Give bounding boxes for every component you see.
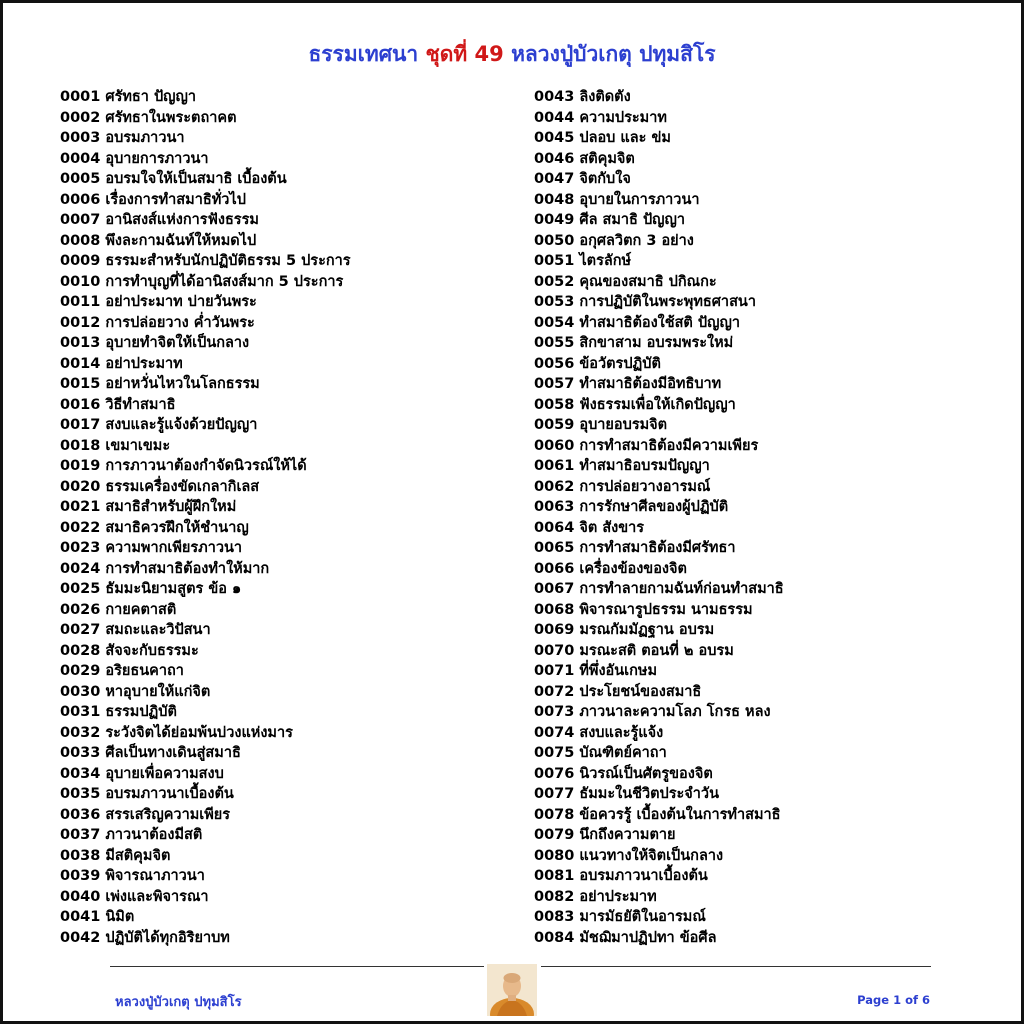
item-title: บัณฑิตย์คาถา: [579, 745, 667, 761]
list-item: [534, 928, 1004, 949]
item-number: 0021: [60, 499, 101, 515]
item-number: 0044: [534, 109, 575, 126]
item-title: อบรมภาวนา: [105, 130, 185, 146]
item-number: 0052: [534, 273, 575, 290]
list-item: [534, 231, 1004, 252]
item-title: อบรมภาวนาเบื้องต้น: [579, 868, 708, 884]
list-item: [60, 231, 520, 252]
item-number: 0059: [534, 417, 575, 433]
list-item: [534, 641, 1004, 662]
item-number: 0030: [60, 683, 101, 700]
list-item: [534, 723, 1004, 744]
item-title: อุบายการภาวนา: [105, 150, 209, 167]
item-number: 0045: [534, 130, 575, 146]
item-number: 0065: [534, 540, 575, 556]
list-item: [534, 661, 1004, 682]
item-title: อย่าประมาท: [105, 355, 183, 372]
item-number: 0061: [534, 458, 575, 474]
page-number: Page 1 of 6: [857, 993, 930, 1007]
item-number: 0004: [60, 150, 101, 167]
item-title: เรื่องการทำสมาธิทั่วไป: [105, 191, 246, 208]
item-number: 0018: [60, 437, 101, 454]
item-number: 0010: [60, 273, 101, 290]
item-title: ศรัทธาในพระตถาคต: [105, 109, 237, 126]
item-number: 0055: [534, 335, 575, 351]
list-item: [60, 907, 520, 928]
footer-author: หลวงปู่บัวเกตุ ปทุมสิโร: [115, 995, 242, 1010]
list-item: [60, 497, 520, 518]
item-title: อุบายในการภาวนา: [579, 191, 700, 208]
list-item: [60, 333, 520, 354]
list-item: [60, 477, 520, 498]
list-item: [60, 436, 520, 457]
item-title: ประโยชน์ของสมาธิ: [579, 683, 702, 700]
list-item: [534, 313, 1004, 334]
item-title: ศีลเป็นทางเดินสู่สมาธิ: [105, 745, 241, 761]
item-number: 0023: [60, 540, 101, 556]
list-item: [534, 846, 1004, 867]
item-number: 0060: [534, 437, 575, 454]
item-number: 0009: [60, 253, 101, 269]
item-number: 0078: [534, 806, 575, 823]
item-title: อบรมภาวนาเบื้องต้น: [105, 786, 234, 802]
item-number: 0069: [534, 622, 575, 638]
list-item: [60, 723, 520, 744]
list-item: [60, 87, 520, 108]
item-title: สงบและรู้แจ้งด้วยปัญญา: [105, 417, 258, 433]
item-number: 0022: [60, 519, 101, 536]
list-item: [60, 620, 520, 641]
list-item: [534, 579, 1004, 600]
item-number: 0050: [534, 232, 575, 249]
list-item: [534, 374, 1004, 395]
item-title: พึงละกามฉันท์ให้หมดไป: [105, 232, 257, 249]
item-title: อานิสงส์แห่งการฟังธรรม: [105, 212, 259, 228]
item-number: 0046: [534, 150, 575, 167]
item-number: 0008: [60, 232, 101, 249]
item-number: 0049: [534, 212, 575, 228]
item-title: ทำสมาธิอบรมปัญญา: [579, 458, 710, 474]
item-number: 0043: [534, 89, 575, 105]
item-number: 0017: [60, 417, 101, 433]
list-item: [60, 887, 520, 908]
list-item: [60, 743, 520, 764]
item-title: อริยธนคาถา: [105, 663, 184, 679]
item-number: 0006: [60, 191, 101, 208]
list-item: [534, 887, 1004, 908]
item-number: 0048: [534, 191, 575, 208]
item-title: ธรรมะสำหรับนักปฏิบัติธรรม 5 ประการ: [105, 253, 351, 269]
list-item: [534, 292, 1004, 313]
item-title: ธรรมปฏิบัติ: [105, 704, 177, 720]
item-number: 0073: [534, 704, 575, 720]
list-item: [534, 477, 1004, 498]
item-title: คุณของสมาธิ ปกิณกะ: [579, 273, 717, 290]
item-title: หาอุบายให้แก่จิต: [105, 683, 211, 700]
list-item: [534, 743, 1004, 764]
item-number: 0053: [534, 294, 575, 310]
item-title: ที่พึ่งอันเกษม: [579, 663, 658, 679]
list-item: [534, 702, 1004, 723]
item-title: สิกขาสาม อบรมพระใหม่: [579, 335, 734, 351]
item-title: อกุศลวิตก 3 อย่าง: [579, 232, 694, 249]
item-number: 0003: [60, 130, 101, 146]
item-title: ภาวนาละความโลภ โกรธ หลง: [579, 704, 771, 720]
item-number: 0015: [60, 376, 101, 392]
item-number: 0063: [534, 499, 575, 515]
item-title: การทำสมาธิต้องมีความเพียร: [579, 437, 759, 454]
item-title: ระวังจิตได้ย่อมพ้นบ่วงแห่งมาร: [105, 724, 293, 741]
item-number: 0016: [60, 396, 101, 413]
item-title: ความพากเพียรภาวนา: [105, 540, 243, 556]
list-item: [534, 805, 1004, 826]
list-item: [60, 579, 520, 600]
item-title: สติคุมจิต: [579, 150, 635, 167]
item-title: ไตรลักษ์: [579, 253, 632, 269]
item-title: วิธีทำสมาธิ: [105, 396, 176, 413]
title-part-3: หลวงปู่บัวเกตุ ปทุมสิโร: [511, 42, 716, 66]
list-item: [60, 764, 520, 785]
item-number: 0071: [534, 663, 575, 679]
item-number: 0041: [60, 909, 101, 925]
item-title: จิตกับใจ: [579, 171, 631, 187]
item-title: สรรเสริญความเพียร: [105, 806, 231, 823]
item-title: การทำลายกามฉันท์ก่อนทำสมาธิ: [579, 581, 784, 597]
item-title: การปล่อยวางอารมณ์: [579, 478, 711, 495]
item-number: 0058: [534, 396, 575, 413]
item-number: 0080: [534, 847, 575, 864]
item-title: ลิงติดตัง: [579, 89, 631, 105]
list-item: [60, 395, 520, 416]
list-item: [60, 108, 520, 129]
list-item: [534, 87, 1004, 108]
list-item: [60, 866, 520, 887]
list-item: [534, 415, 1004, 436]
item-number: 0020: [60, 478, 101, 495]
list-item: [534, 456, 1004, 477]
item-title: ศีล สมาธิ ปัญญา: [579, 212, 686, 228]
item-title: อบรมใจให้เป็นสมาธิ เบื้องต้น: [105, 171, 287, 187]
item-title: อุบายเพื่อความสงบ: [105, 765, 224, 782]
item-number: 0011: [60, 294, 101, 310]
item-title: ความประมาท: [579, 109, 667, 126]
list-item: [60, 702, 520, 723]
item-number: 0047: [534, 171, 575, 187]
item-number: 0035: [60, 786, 101, 802]
item-number: 0007: [60, 212, 101, 228]
item-number: 0079: [534, 827, 575, 843]
list-item: [60, 661, 520, 682]
list-item: [60, 518, 520, 539]
item-number: 0077: [534, 786, 575, 802]
item-number: 0014: [60, 355, 101, 372]
item-number: 0062: [534, 478, 575, 495]
item-title: สมาธิควรฝึกให้ชำนาญ: [105, 519, 249, 536]
item-number: 0034: [60, 765, 101, 782]
list-item: [534, 518, 1004, 539]
item-number: 0024: [60, 560, 101, 577]
item-number: 0057: [534, 376, 575, 392]
item-number: 0067: [534, 581, 575, 597]
list-item: [60, 928, 520, 949]
item-title: ธรรมเครื่องขัดเกลากิเลส: [105, 478, 260, 495]
item-number: 0025: [60, 581, 101, 597]
list-item: [534, 190, 1004, 211]
item-title: การปล่อยวาง ค่ำวันพระ: [105, 314, 255, 331]
list-item: [534, 272, 1004, 293]
item-title: ปฏิบัติได้ทุกอิริยาบท: [105, 929, 230, 946]
item-title: นึกถึงความตาย: [579, 827, 676, 843]
footer-divider-right: [541, 966, 931, 967]
item-number: 0019: [60, 458, 101, 474]
item-number: 0026: [60, 601, 101, 618]
list-item: [534, 825, 1004, 846]
monk-portrait-image: [487, 964, 537, 1016]
item-number: 0031: [60, 704, 101, 720]
list-item: [60, 641, 520, 662]
item-title: สมถะและวิปัสนา: [105, 622, 211, 638]
item-number: 0042: [60, 929, 101, 946]
item-title: ข้อควรรู้ เบื้องต้นในการทำสมาธิ: [579, 806, 781, 823]
item-number: 0029: [60, 663, 101, 679]
item-title: อย่าประมาท: [579, 888, 657, 905]
item-number: 0051: [534, 253, 575, 269]
item-number: 0074: [534, 724, 575, 741]
item-title: การทำสมาธิต้องมีศรัทธา: [579, 540, 736, 556]
item-title: อุบายอบรมจิต: [579, 417, 668, 433]
item-number: 0066: [534, 560, 575, 577]
title-part-2: ชุดที่ 49: [425, 42, 504, 66]
list-item: [60, 805, 520, 826]
list-item: [60, 169, 520, 190]
item-title: นิวรณ์เป็นศัตรูของจิต: [579, 765, 713, 782]
item-number: 0033: [60, 745, 101, 761]
list-item: [60, 784, 520, 805]
list-item: [534, 395, 1004, 416]
list-item: [60, 682, 520, 703]
list-item: [534, 354, 1004, 375]
list-item: [534, 333, 1004, 354]
item-number: 0005: [60, 171, 101, 187]
item-title: ทำสมาธิต้องใช้สติ ปัญญา: [579, 314, 740, 331]
item-title: ปลอบ และ ข่ม: [579, 130, 671, 146]
list-item: [534, 169, 1004, 190]
item-title: ศรัทธา ปัญญา: [105, 89, 197, 105]
item-title: พิจารณารูปธรรม นามธรรม: [579, 601, 753, 618]
list-item: [534, 682, 1004, 703]
item-title: มรณะสติ ตอนที่ ๒ อบรม: [579, 642, 734, 659]
item-title: เขมาเขมะ: [105, 437, 171, 454]
item-title: มารมัธยัติในอารมณ์: [579, 909, 706, 925]
item-title: การปฏิบัติในพระพุทธศาสนา: [579, 294, 756, 310]
list-item: [534, 108, 1004, 129]
item-number: 0039: [60, 868, 101, 884]
list-item: [60, 149, 520, 170]
list-item: [534, 497, 1004, 518]
item-title: การทำบุญที่ได้อานิสงส์มาก 5 ประการ: [105, 273, 344, 290]
sermon-list-right: [534, 87, 1004, 948]
item-title: ข้อวัตรปฏิบัติ: [579, 355, 661, 372]
item-title: พิจารณาภาวนา: [105, 868, 205, 884]
footer-divider-left: [110, 966, 484, 967]
item-number: 0040: [60, 888, 101, 905]
item-title: เพ่งและพิจารณา: [105, 888, 209, 905]
item-number: 0036: [60, 806, 101, 823]
item-title: แนวทางให้จิตเป็นกลาง: [579, 847, 724, 864]
item-title: นิมิต: [105, 909, 135, 925]
item-number: 0082: [534, 888, 575, 905]
list-item: [60, 538, 520, 559]
item-title: การทำสมาธิต้องทำให้มาก: [105, 560, 270, 577]
item-title: มรณกัมมัฏฐาน อบรม: [579, 622, 715, 638]
list-item: [60, 456, 520, 477]
list-item: [60, 190, 520, 211]
list-item: [534, 600, 1004, 621]
item-number: 0056: [534, 355, 575, 372]
list-item: [60, 128, 520, 149]
item-title: กายคตาสติ: [105, 601, 177, 618]
item-title: มัชฌิมาปฏิปทา ข้อศีล: [579, 929, 717, 946]
item-number: 0083: [534, 909, 575, 925]
list-item: [534, 210, 1004, 231]
item-title: สงบและรู้แจ้ง: [579, 724, 664, 741]
item-title: มีสติคุมจิต: [105, 847, 171, 864]
list-item: [60, 846, 520, 867]
list-item: [534, 620, 1004, 641]
list-item: [534, 559, 1004, 580]
item-title: อย่าประมาท บ่ายวันพระ: [105, 294, 257, 310]
item-number: 0076: [534, 765, 575, 782]
list-item: [60, 313, 520, 334]
item-title: เครื่องข้องของจิต: [579, 560, 687, 577]
page-title: [0, 38, 1024, 71]
item-number: 0012: [60, 314, 101, 331]
item-number: 0037: [60, 827, 101, 843]
list-item: [60, 251, 520, 272]
item-number: 0084: [534, 929, 575, 946]
item-number: 0027: [60, 622, 101, 638]
sermon-list-left: [60, 87, 520, 948]
item-number: 0032: [60, 724, 101, 741]
list-item: [534, 866, 1004, 887]
list-item: [60, 354, 520, 375]
item-number: 0072: [534, 683, 575, 700]
list-item: [60, 210, 520, 231]
item-title: สมาธิสำหรับผู้ฝึกใหม่: [105, 499, 237, 515]
list-item: [60, 559, 520, 580]
item-title: อุบายทำจิตให้เป็นกลาง: [105, 335, 250, 351]
list-item: [60, 825, 520, 846]
item-title: ทำสมาธิต้องมีอิทธิบาท: [579, 376, 722, 392]
list-item: [60, 374, 520, 395]
item-title: การรักษาศีลของผู้ปฏิบัติ: [579, 499, 729, 515]
item-number: 0068: [534, 601, 575, 618]
item-title: การภาวนาต้องกำจัดนิวรณ์ให้ได้: [105, 458, 307, 474]
item-number: 0002: [60, 109, 101, 126]
item-title: สัจจะกับธรรมะ: [105, 642, 199, 659]
item-number: 0070: [534, 642, 575, 659]
list-item: [60, 272, 520, 293]
list-item: [60, 600, 520, 621]
list-item: [534, 538, 1004, 559]
item-title: อย่าหวั่นไหวในโลกธรรม: [105, 376, 260, 392]
item-number: 0001: [60, 89, 101, 105]
item-number: 0038: [60, 847, 101, 864]
list-item: [60, 415, 520, 436]
list-item: [534, 251, 1004, 272]
item-number: 0064: [534, 519, 575, 536]
list-item: [534, 149, 1004, 170]
list-item: [534, 128, 1004, 149]
list-item: [60, 292, 520, 313]
item-number: 0075: [534, 745, 575, 761]
list-item: [534, 784, 1004, 805]
item-title: ธัมมะนิยามสูตร ข้อ ๑: [105, 581, 242, 597]
title-part-1: ธรรมเทศนา: [308, 42, 419, 66]
item-number: 0013: [60, 335, 101, 351]
item-number: 0028: [60, 642, 101, 659]
item-number: 0081: [534, 868, 575, 884]
list-item: [534, 764, 1004, 785]
item-title: จิต สังขาร: [579, 519, 645, 536]
list-item: [534, 907, 1004, 928]
list-item: [534, 436, 1004, 457]
item-title: ธัมมะในชีวิตประจำวัน: [579, 786, 719, 802]
item-number: 0054: [534, 314, 575, 331]
item-title: ฟังธรรมเพื่อให้เกิดปัญญา: [579, 396, 736, 413]
item-title: ภาวนาต้องมีสติ: [105, 827, 203, 843]
